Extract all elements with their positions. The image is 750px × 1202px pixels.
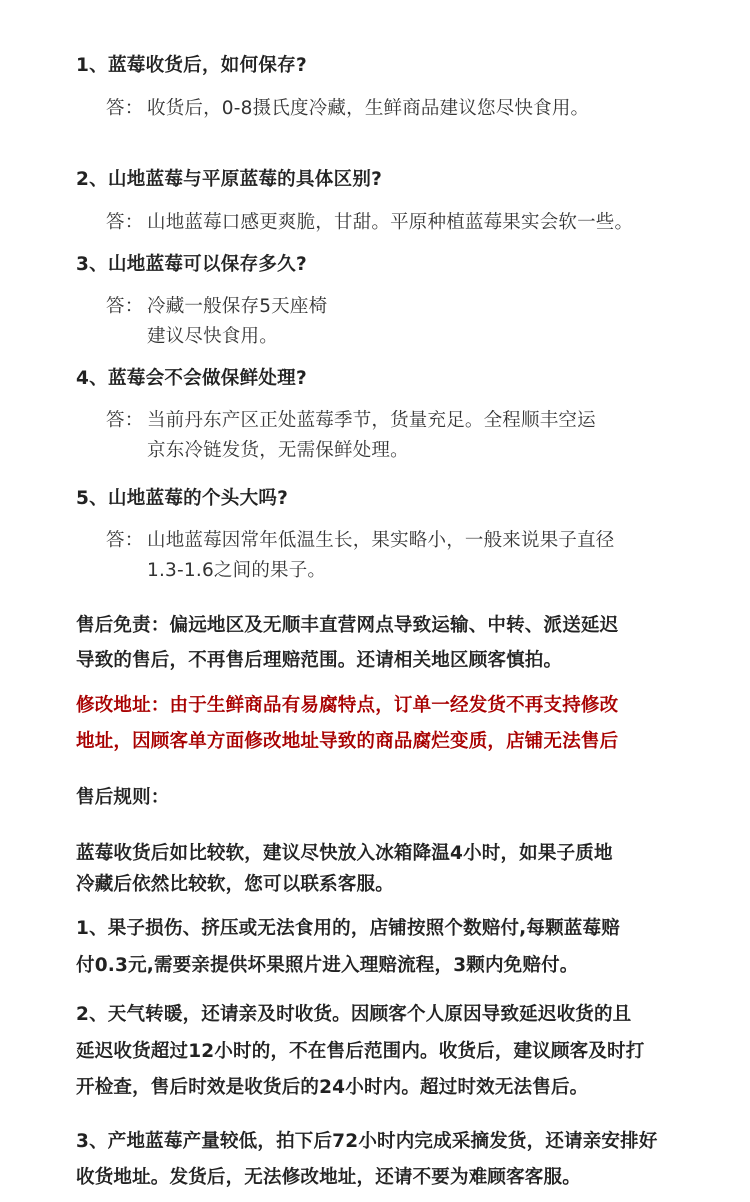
rule-1-line: 付0.3元,需要亲提供坏果照片进入理赔流程，3颗内免赔付。	[76, 955, 579, 976]
disclaimer-line: 导致的售后，不再售后理赔范围。还请相关地区顾客慎拍。	[76, 650, 563, 671]
faq-4-answer-line: 当前丹东产区正处蓝莓季节，货量充足。全程顺丰空运	[147, 410, 596, 431]
faq-4-question: 4、蓝莓会不会做保鲜处理?	[76, 368, 308, 389]
rules-intro-line: 冷藏后依然比较软，您可以联系客服。	[76, 874, 394, 895]
rule-2-line: 开检查，售后时效是收货后的24小时内。超过时效无法售后。	[76, 1077, 589, 1098]
faq-5-question: 5、山地蓝莓的个头大吗?	[76, 488, 289, 509]
faq-4-answer-line: 京东冷链发货，无需保鲜处理。	[147, 440, 409, 461]
disclaimer-line: 售后免责：偏远地区及无顺丰直营网点导致运输、中转、派送延迟	[76, 615, 619, 636]
faq-1-answer-line: 收货后，0-8摄氏度冷藏，生鲜商品建议您尽快食用。	[147, 98, 590, 119]
rules-title: 售后规则：	[76, 787, 170, 808]
faq-2-question: 2、山地蓝莓与平原蓝莓的具体区别?	[76, 169, 383, 190]
faq-5-answer-line: 1.3-1.6之间的果子。	[147, 560, 327, 581]
faq-3-answer-prefix: 答：	[106, 296, 144, 317]
faq-5-answer-prefix: 答：	[106, 530, 144, 551]
address-notice-line: 地址，因顾客单方面修改地址导致的商品腐烂变质，店铺无法售后	[76, 731, 619, 752]
faq-5-answer-line: 山地蓝莓因常年低温生长，果实略小，一般来说果子直径	[147, 530, 615, 551]
faq-3-answer-line: 冷藏一般保存5天座椅	[147, 296, 328, 317]
rules-intro-line: 蓝莓收货后如比较软，建议尽快放入冰箱降温4小时，如果子质地	[76, 843, 613, 864]
faq-2-answer-line: 山地蓝莓口感更爽脆，甘甜。平原种植蓝莓果实会软一些。	[147, 212, 634, 233]
faq-4-answer-prefix: 答：	[106, 410, 144, 431]
rule-3-line: 3、产地蓝莓产量较低，拍下后72小时内完成采摘发货，还请亲安排好	[76, 1131, 658, 1152]
rule-3-line: 收货地址。发货后，无法修改地址，还请不要为难顾客客服。	[76, 1167, 581, 1188]
address-notice-line: 修改地址：由于生鲜商品有易腐特点，订单一经发货不再支持修改	[76, 695, 619, 716]
faq-1-question: 1、蓝莓收货后，如何保存?	[76, 55, 308, 76]
faq-3-answer-line: 建议尽快食用。	[147, 326, 278, 347]
faq-2-answer-prefix: 答：	[106, 212, 144, 233]
rule-1-line: 1、果子损伤、挤压或无法食用的，店铺按照个数赔付,每颗蓝莓赔	[76, 918, 620, 939]
rule-2-line: 延迟收货超过12小时的，不在售后范围内。收货后，建议顾客及时打	[76, 1041, 645, 1062]
faq-3-question: 3、山地蓝莓可以保存多久?	[76, 254, 308, 275]
faq-1-answer-prefix: 答：	[106, 98, 144, 119]
rule-2-line: 2、天气转暖，还请亲及时收货。因顾客个人原因导致延迟收货的且	[76, 1004, 632, 1025]
